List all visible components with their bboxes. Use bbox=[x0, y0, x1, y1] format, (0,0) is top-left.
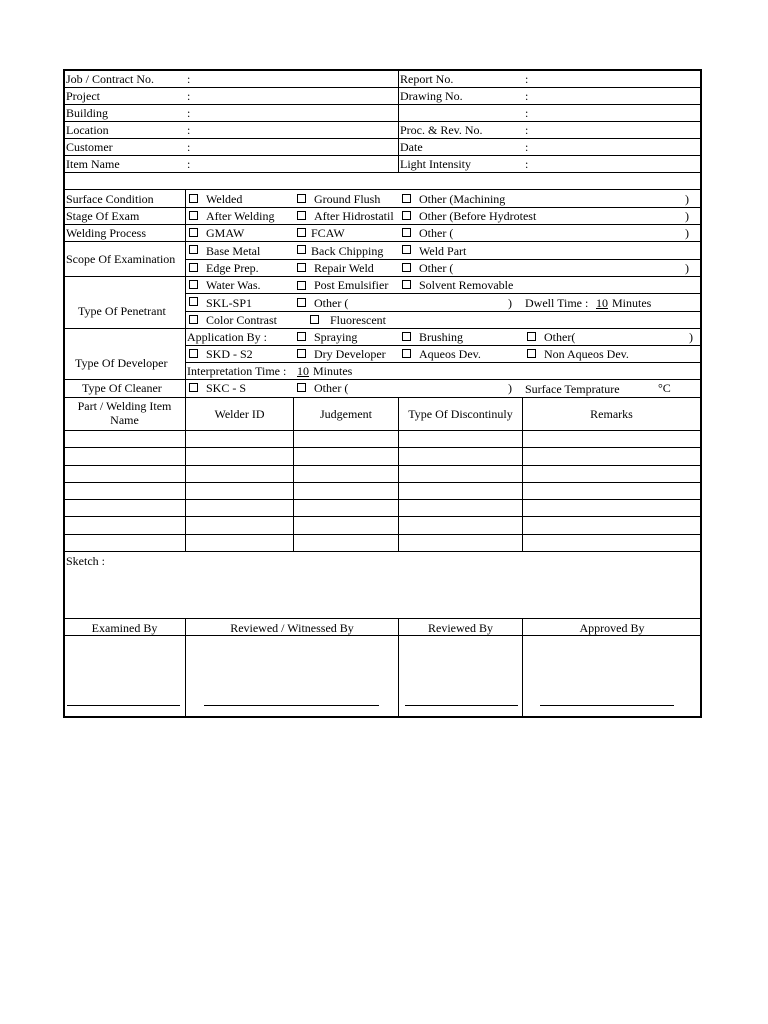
close-paren: ) bbox=[685, 209, 689, 223]
row-divider bbox=[185, 345, 701, 346]
brushing-checkbox[interactable] bbox=[402, 332, 411, 341]
row-divider bbox=[64, 328, 701, 329]
other-application-option: Other( bbox=[544, 330, 576, 344]
row-divider bbox=[185, 362, 701, 363]
approved-by-signature-line[interactable] bbox=[540, 705, 674, 706]
gmaw-option: GMAW bbox=[206, 226, 245, 240]
examined-by-label: Examined By bbox=[91, 621, 158, 635]
dry-developer-checkbox[interactable] bbox=[297, 349, 306, 358]
sketch-label: Sketch : bbox=[66, 554, 105, 568]
edge-prep-option: Edge Prep. bbox=[206, 261, 259, 275]
customer-label: Customer bbox=[66, 140, 113, 154]
interpretation-time-label: Interpretation Time : bbox=[187, 364, 287, 378]
after-welding-checkbox[interactable] bbox=[189, 211, 198, 220]
solvent-removable-option: Solvent Removable bbox=[419, 278, 514, 292]
colon: : bbox=[525, 106, 529, 120]
colon: : bbox=[187, 157, 191, 171]
col-judgement-header: Judgement bbox=[320, 407, 372, 421]
dry-developer-option: Dry Developer bbox=[314, 347, 386, 361]
row-divider bbox=[64, 635, 701, 636]
type-of-developer-label: Type Of Developer bbox=[75, 356, 168, 370]
weld-part-checkbox[interactable] bbox=[402, 245, 411, 254]
close-paren: ) bbox=[685, 261, 689, 275]
gmaw-checkbox[interactable] bbox=[189, 228, 198, 237]
row-divider bbox=[185, 311, 701, 312]
spraying-checkbox[interactable] bbox=[297, 332, 306, 341]
after-hidrostatil-checkbox[interactable] bbox=[297, 211, 306, 220]
other-machining-option: Other (Machining bbox=[419, 192, 506, 206]
skl-sp1-checkbox[interactable] bbox=[189, 297, 198, 306]
water-was-option: Water Was. bbox=[206, 278, 261, 292]
scope-of-examination-label: Scope Of Examination bbox=[66, 252, 176, 266]
row-divider bbox=[64, 224, 701, 225]
degree-c-unit: °C bbox=[658, 381, 671, 395]
colon: : bbox=[187, 89, 191, 103]
col-welder-id-header: Welder ID bbox=[214, 407, 265, 421]
colon: : bbox=[187, 140, 191, 154]
aqueos-dev-option: Aqueos Dev. bbox=[419, 347, 481, 361]
other-process-checkbox[interactable] bbox=[402, 228, 411, 237]
skd-s2-checkbox[interactable] bbox=[189, 349, 198, 358]
aqueos-dev-checkbox[interactable] bbox=[402, 349, 411, 358]
skl-sp1-option: SKL-SP1 bbox=[206, 296, 253, 310]
spraying-option: Spraying bbox=[314, 330, 358, 344]
other-cleaner-option: Other ( bbox=[314, 381, 349, 395]
other-penetrant-option: Other ( bbox=[314, 296, 349, 310]
fcaw-option: FCAW bbox=[311, 226, 345, 240]
colon: : bbox=[525, 157, 529, 171]
fcaw-checkbox[interactable] bbox=[297, 228, 306, 237]
non-aqueos-dev-checkbox[interactable] bbox=[527, 349, 536, 358]
repair-weld-option: Repair Weld bbox=[314, 261, 374, 275]
row-divider bbox=[64, 482, 701, 483]
solvent-removable-checkbox[interactable] bbox=[402, 280, 411, 289]
col-divider bbox=[398, 70, 399, 172]
row-divider bbox=[64, 155, 701, 156]
post-emulsifier-option: Post Emulsifier bbox=[314, 278, 389, 292]
date-label: Date bbox=[400, 140, 423, 154]
row-divider bbox=[64, 138, 701, 139]
project-label: Project bbox=[66, 89, 100, 103]
other-process-option: Other ( bbox=[419, 226, 454, 240]
row-divider bbox=[64, 189, 701, 190]
other-application-checkbox[interactable] bbox=[527, 332, 536, 341]
building-label: Building bbox=[66, 106, 109, 120]
water-was-checkbox[interactable] bbox=[189, 280, 198, 289]
back-chipping-option: Back Chipping bbox=[311, 244, 384, 258]
type-of-penetrant-label: Type Of Penetrant bbox=[78, 304, 166, 318]
proc-rev-label: Proc. & Rev. No. bbox=[400, 123, 483, 137]
non-aqueos-dev-option: Non Aqueos Dev. bbox=[544, 347, 629, 361]
report-no-label: Report No. bbox=[400, 72, 454, 86]
colon: : bbox=[525, 140, 529, 154]
row-divider bbox=[64, 397, 701, 398]
colon: : bbox=[525, 89, 529, 103]
type-of-cleaner-label: Type Of Cleaner bbox=[82, 381, 162, 395]
welding-process-label: Welding Process bbox=[66, 226, 147, 240]
row-divider bbox=[64, 534, 701, 535]
row-divider bbox=[64, 172, 701, 173]
row-divider bbox=[64, 379, 701, 380]
fluorescent-checkbox[interactable] bbox=[310, 315, 319, 324]
row-divider bbox=[64, 241, 701, 242]
welded-option: Welded bbox=[206, 192, 243, 206]
surface-temprature-label: Surface Temprature bbox=[525, 382, 620, 396]
ground-flush-checkbox[interactable] bbox=[297, 194, 306, 203]
other-penetrant-checkbox[interactable] bbox=[297, 298, 306, 307]
post-emulsifier-checkbox[interactable] bbox=[297, 281, 306, 290]
other-before-hydrotest-checkbox[interactable] bbox=[402, 211, 411, 220]
job-contract-label: Job / Contract No. bbox=[66, 72, 154, 86]
colon: : bbox=[187, 106, 191, 120]
col-discontinuity-header: Type Of Discontinuly bbox=[408, 407, 513, 421]
item-name-label: Item Name bbox=[66, 157, 120, 171]
close-paren: ) bbox=[685, 226, 689, 240]
row-divider bbox=[64, 516, 701, 517]
row-divider bbox=[64, 121, 701, 122]
back-chipping-checkbox[interactable] bbox=[297, 245, 306, 254]
close-paren: ) bbox=[685, 192, 689, 206]
edge-prep-checkbox[interactable] bbox=[189, 263, 198, 272]
other-machining-checkbox[interactable] bbox=[402, 194, 411, 203]
colon: : bbox=[187, 123, 191, 137]
col-part-header: Part / Welding Item Name bbox=[77, 399, 172, 427]
reviewed-by-label: Reviewed By bbox=[428, 621, 493, 635]
close-paren: ) bbox=[508, 296, 512, 310]
light-intensity-label: Light Intensity bbox=[400, 157, 471, 171]
brushing-option: Brushing bbox=[419, 330, 464, 344]
other-before-hydrotest-option: Other (Before Hydrotest bbox=[419, 209, 537, 223]
col-divider bbox=[185, 189, 186, 397]
other-scope-checkbox[interactable] bbox=[402, 263, 411, 272]
reviewed-witnessed-by-signature-line[interactable] bbox=[204, 705, 379, 706]
interpretation-time-value: 10 bbox=[297, 364, 309, 378]
dwell-time-unit: Minutes bbox=[612, 296, 652, 310]
skd-s2-option: SKD - S2 bbox=[206, 347, 253, 361]
row-divider bbox=[64, 465, 701, 466]
after-hidrostatil-option: After Hidrostatil bbox=[314, 209, 394, 223]
ground-flush-option: Ground Flush bbox=[314, 192, 381, 206]
drawing-no-label: Drawing No. bbox=[400, 89, 463, 103]
skc-s-checkbox[interactable] bbox=[189, 383, 198, 392]
colon: : bbox=[525, 72, 529, 86]
row-divider bbox=[185, 293, 701, 294]
other-cleaner-checkbox[interactable] bbox=[297, 383, 306, 392]
surface-condition-label: Surface Condition bbox=[66, 192, 154, 206]
row-divider bbox=[64, 276, 701, 277]
reviewed-witnessed-by-label: Reviewed / Witnessed By bbox=[230, 621, 354, 635]
weld-part-option: Weld Part bbox=[419, 244, 467, 258]
row-divider bbox=[64, 551, 701, 552]
location-label: Location bbox=[66, 123, 109, 137]
repair-weld-checkbox[interactable] bbox=[297, 263, 306, 272]
other-scope-option: Other ( bbox=[419, 261, 454, 275]
close-paren: ) bbox=[508, 381, 512, 395]
approved-by-label: Approved By bbox=[579, 621, 645, 635]
row-divider bbox=[64, 430, 701, 431]
row-divider bbox=[64, 207, 701, 208]
welded-checkbox[interactable] bbox=[189, 194, 198, 203]
base-metal-option: Base Metal bbox=[206, 244, 261, 258]
color-contrast-checkbox[interactable] bbox=[189, 315, 198, 324]
fluorescent-option: Fluorescent bbox=[330, 313, 386, 327]
dwell-time-label: Dwell Time : bbox=[525, 296, 589, 310]
after-welding-option: After Welding bbox=[206, 209, 275, 223]
reviewed-by-signature-line[interactable] bbox=[405, 705, 518, 706]
interpretation-time-unit: Minutes bbox=[313, 364, 353, 378]
application-by-label: Application By : bbox=[187, 330, 267, 344]
base-metal-checkbox[interactable] bbox=[189, 245, 198, 254]
row-divider bbox=[64, 87, 701, 88]
row-divider bbox=[64, 499, 701, 500]
dwell-time-value: 10 bbox=[596, 296, 608, 310]
close-paren: ) bbox=[689, 330, 693, 344]
row-divider bbox=[64, 447, 701, 448]
col-remarks-header: Remarks bbox=[590, 407, 633, 421]
examined-by-signature-line[interactable] bbox=[67, 705, 180, 706]
row-divider bbox=[64, 104, 701, 105]
colon: : bbox=[525, 123, 529, 137]
row-divider bbox=[185, 259, 701, 260]
color-contrast-option: Color Contrast bbox=[206, 313, 277, 327]
stage-of-exam-label: Stage Of Exam bbox=[66, 209, 140, 223]
colon: : bbox=[187, 72, 191, 86]
skc-s-option: SKC - S bbox=[206, 381, 247, 395]
row-divider bbox=[64, 618, 701, 619]
